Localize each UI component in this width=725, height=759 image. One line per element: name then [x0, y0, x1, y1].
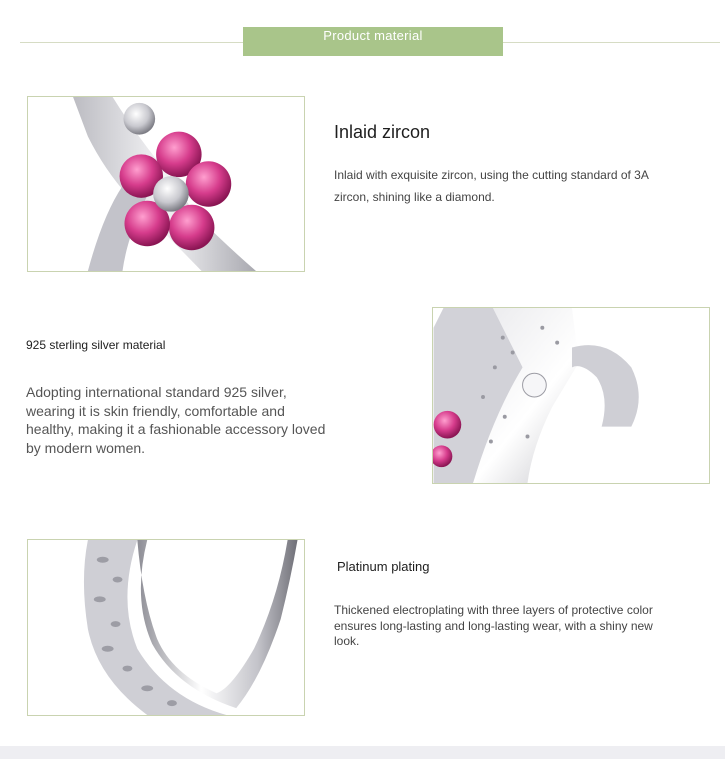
section-header-badge: Product material	[243, 27, 503, 56]
zircon-title: Inlaid zircon	[334, 122, 431, 142]
plating-ring-photo	[27, 539, 305, 716]
plating-ring-image	[28, 540, 304, 715]
zircon-ring-photo	[27, 96, 305, 272]
zircon-description: Inlaid with exquisite zircon, using the cutting standard of 3A zircon, shining like a diamond.	[334, 168, 649, 204]
silver-title: 925 sterling silver material	[26, 338, 166, 352]
silver-ring-photo	[432, 307, 710, 484]
silver-description: Adopting international standard 925 silver, wearing it is skin friendly, comfortable and healthy, making it a fashionable accessory loved by modern women.	[26, 384, 326, 456]
silver-ring-image	[433, 308, 709, 483]
bottom-strip	[0, 746, 725, 759]
plating-description: Thickened electroplating with three layers of protective color ensures long-lasting and long-lasting wear, with a shiny new look.	[334, 603, 653, 648]
plating-title: Platinum plating	[337, 559, 430, 574]
zircon-ring-image	[28, 97, 304, 271]
